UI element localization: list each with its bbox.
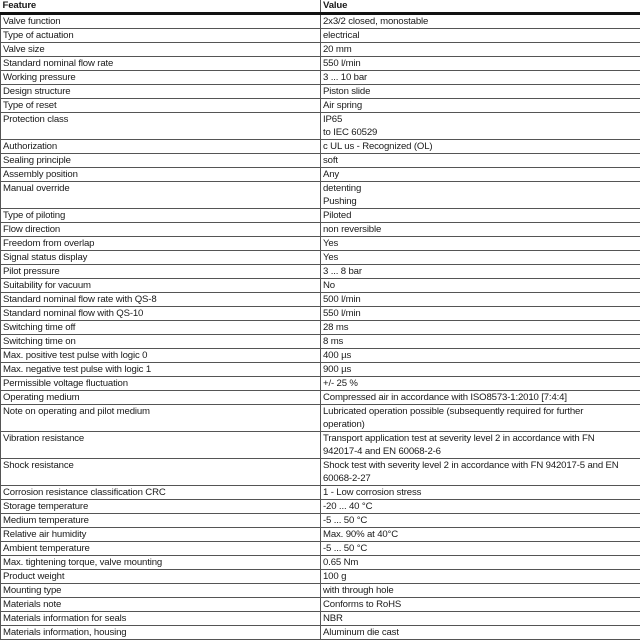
value-cell [321,570,640,584]
value-line: Lubricated operation possible (subsequently required for further [323,406,584,417]
value-line: IP65 [323,114,343,125]
table-row [1,307,640,321]
feature-cell: Switching time off [1,321,321,335]
value-column-header: Value [321,0,640,14]
value-cell [321,391,640,405]
value-line: soft [323,155,338,166]
value-line: Pushing [323,196,357,207]
value-line: 2x3/2 closed, monostable [323,16,429,27]
table-row [1,598,640,612]
value-cell [321,556,640,570]
table-row [1,363,640,377]
value-cell [321,279,640,293]
table-row [1,514,640,528]
table-row [1,432,640,459]
feature-cell: Shock resistance [1,459,321,486]
value-cell [321,223,640,237]
value-cell [321,140,640,154]
table-row [1,584,640,598]
value-line: detenting [323,183,362,194]
value-line: Air spring [323,100,363,111]
table-row [1,612,640,626]
value-line: 60068-2-27 [323,473,371,484]
table-row [1,528,640,542]
feature-cell: Sealing principle [1,154,321,168]
value-line: 550 l/min [323,308,361,319]
table-row [1,168,640,182]
value-cell [321,514,640,528]
value-cell [321,321,640,335]
value-cell [321,237,640,251]
feature-cell: Protection class [1,113,321,140]
feature-cell: Freedom from overlap [1,237,321,251]
feature-cell: Permissible voltage fluctuation [1,377,321,391]
value-cell [321,71,640,85]
table-row [1,237,640,251]
feature-cell: Storage temperature [1,500,321,514]
feature-cell: Relative air humidity [1,528,321,542]
feature-column-header: Feature [1,0,321,14]
value-cell [321,542,640,556]
table-row [1,43,640,57]
value-cell [321,349,640,363]
feature-cell: Switching time on [1,335,321,349]
feature-cell: Note on operating and pilot medium [1,405,321,432]
value-line: NBR [323,613,343,624]
table-row [1,626,640,640]
table-row [1,321,640,335]
feature-cell: Standard nominal flow rate with QS-8 [1,293,321,307]
value-line: Piston slide [323,86,371,97]
value-line: Conforms to RoHS [323,599,402,610]
value-cell [321,113,640,140]
value-line: -20 ... 40 °C [323,501,373,512]
value-line: 550 l/min [323,58,361,69]
value-cell [321,209,640,223]
table-row [1,570,640,584]
value-cell [321,182,640,209]
table-row [1,349,640,363]
table-row [1,265,640,279]
value-cell [321,528,640,542]
table-row [1,486,640,500]
feature-cell: Corrosion resistance classification CRC [1,486,321,500]
feature-cell: Medium temperature [1,514,321,528]
table-row [1,57,640,71]
value-line: 20 mm [323,44,352,55]
value-cell [321,293,640,307]
feature-cell: Ambient temperature [1,542,321,556]
value-line: Shock test with severity level 2 in accordance with FN 942017-5 and EN [323,460,619,471]
value-line: 3 ... 8 bar [323,266,362,277]
feature-cell: Signal status display [1,251,321,265]
value-line: 900 µs [323,364,352,375]
value-line: operation) [323,419,365,430]
feature-cell: Materials information, housing [1,626,321,640]
table-row [1,279,640,293]
value-line: with through hole [323,585,394,596]
value-cell [321,168,640,182]
value-cell [321,154,640,168]
table-body [1,14,640,640]
table-row [1,556,640,570]
feature-cell: Valve function [1,14,321,29]
value-line: Compressed air in accordance with ISO8573-1:2010 [7:4:4] [323,392,567,403]
value-cell [321,363,640,377]
value-cell [321,99,640,113]
value-line: -5 ... 50 °C [323,543,368,554]
value-cell [321,500,640,514]
value-line: 942017-4 and EN 60068-2-6 [323,446,441,457]
table-row [1,113,640,140]
table-row [1,140,640,154]
value-cell [321,405,640,432]
value-line: 28 ms [323,322,349,333]
feature-cell: Standard nominal flow rate [1,57,321,71]
value-cell [321,251,640,265]
feature-cell: Mounting type [1,584,321,598]
value-cell [321,626,640,640]
feature-cell: Manual override [1,182,321,209]
feature-cell: Design structure [1,85,321,99]
table-header-row [1,0,640,14]
value-line: Max. 90% at 40°C [323,529,399,540]
table-row [1,85,640,99]
feature-cell: Pilot pressure [1,265,321,279]
table-row [1,29,640,43]
feature-cell: Assembly position [1,168,321,182]
value-line: 1 - Low corrosion stress [323,487,422,498]
table-row [1,223,640,237]
table-row [1,391,640,405]
table-row [1,182,640,209]
value-cell [321,57,640,71]
value-line: Piloted [323,210,352,221]
value-cell [321,85,640,99]
feature-cell: Authorization [1,140,321,154]
value-line: 8 ms [323,336,344,347]
feature-cell: Type of actuation [1,29,321,43]
value-cell [321,598,640,612]
table-row [1,377,640,391]
table-row [1,500,640,514]
value-line: -5 ... 50 °C [323,515,368,526]
table-row [1,14,640,29]
feature-cell: Standard nominal flow with QS-10 [1,307,321,321]
value-cell [321,612,640,626]
feature-cell: Working pressure [1,71,321,85]
value-line: 500 l/min [323,294,361,305]
value-line: electrical [323,30,360,41]
value-line: Aluminum die cast [323,627,399,638]
table-row [1,251,640,265]
feature-cell: Max. negative test pulse with logic 1 [1,363,321,377]
value-cell [321,432,640,459]
feature-cell: Materials information for seals [1,612,321,626]
value-cell [321,29,640,43]
feature-cell: Type of piloting [1,209,321,223]
value-line: Yes [323,238,339,249]
value-cell [321,265,640,279]
value-line: No [323,280,335,291]
value-cell [321,43,640,57]
feature-cell: Max. positive test pulse with logic 0 [1,349,321,363]
table-row [1,99,640,113]
feature-cell: Materials note [1,598,321,612]
value-cell [321,584,640,598]
feature-cell: Product weight [1,570,321,584]
table-row [1,405,640,432]
value-line: Yes [323,252,339,263]
feature-cell: Vibration resistance [1,432,321,459]
feature-cell: Operating medium [1,391,321,405]
table-row [1,459,640,486]
value-cell [321,335,640,349]
value-line: 100 g [323,571,347,582]
feature-cell: Valve size [1,43,321,57]
table-row [1,154,640,168]
value-line: c UL us - Recognized (OL) [323,141,433,152]
table-row [1,71,640,85]
feature-cell: Max. tightening torque, valve mounting [1,556,321,570]
table-row [1,542,640,556]
table-row [1,209,640,223]
table-row [1,335,640,349]
value-cell [321,459,640,486]
value-line: to IEC 60529 [323,127,378,138]
value-line: 400 µs [323,350,352,361]
value-line: Transport application test at severity level 2 in accordance with FN [323,433,595,444]
value-line: non reversible [323,224,382,235]
value-cell [321,14,640,29]
feature-cell: Suitability for vacuum [1,279,321,293]
value-line: 0.65 Nm [323,557,359,568]
value-cell [321,486,640,500]
feature-cell: Type of reset [1,99,321,113]
feature-cell: Flow direction [1,223,321,237]
value-line: Any [323,169,340,180]
value-line: 3 ... 10 bar [323,72,368,83]
table-row [1,293,640,307]
value-cell [321,307,640,321]
value-line: +/- 25 % [323,378,358,389]
value-cell [321,377,640,391]
